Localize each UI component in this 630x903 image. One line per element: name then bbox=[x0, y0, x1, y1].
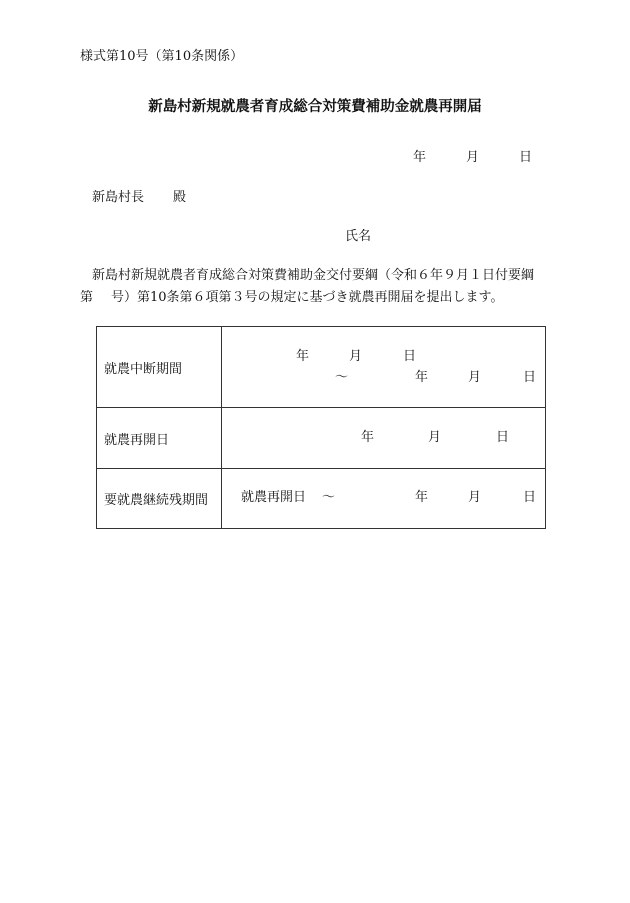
end-month-label: 月 bbox=[468, 370, 482, 385]
form-number: 様式第10号（第10条関係） bbox=[80, 49, 244, 64]
value-remaining-period bbox=[222, 469, 546, 529]
body-text-line-1: 新島村新規就農者育成総合対策費補助金交付要綱（令和６年９月１日付要綱 bbox=[92, 268, 535, 283]
start-year-label: 年 bbox=[296, 349, 310, 364]
table-row bbox=[97, 408, 546, 469]
addressee-name: 新島村長 bbox=[92, 190, 145, 205]
end-year-label: 年 bbox=[415, 370, 429, 385]
value-suspension-period bbox=[222, 327, 546, 408]
table-row bbox=[97, 469, 546, 529]
period-tilde: ～ bbox=[335, 370, 349, 385]
remaining-year-label: 年 bbox=[415, 490, 429, 505]
body-text-rest: 号）第10条第６項第３号の規定に基づき就農再開届を提出します。 bbox=[111, 290, 504, 305]
date-year-label: 年 bbox=[413, 150, 427, 165]
remaining-month-label: 月 bbox=[468, 490, 482, 505]
value-resumption-date bbox=[222, 408, 546, 469]
resume-year-label: 年 bbox=[361, 430, 375, 445]
end-day-label: 日 bbox=[523, 370, 537, 385]
addressee-honorific: 殿 bbox=[173, 190, 187, 205]
remaining-prefix: 就農再開日 bbox=[241, 490, 307, 505]
body-text-line-2 bbox=[80, 290, 504, 306]
resume-day-label: 日 bbox=[496, 430, 510, 445]
start-month-label: 月 bbox=[349, 349, 363, 364]
table-row bbox=[97, 327, 546, 408]
document-title: 新島村新規就農者育成総合対策費補助金就農再開届 bbox=[148, 98, 482, 115]
body-text-dai: 第 bbox=[80, 290, 94, 305]
date-month-label: 月 bbox=[466, 150, 480, 165]
resume-month-label: 月 bbox=[428, 430, 442, 445]
applicant-name-label: 氏名 bbox=[345, 229, 372, 244]
date-day-label: 日 bbox=[519, 150, 533, 165]
start-day-label: 日 bbox=[403, 349, 417, 364]
label-resumption-date: 就農再開日 bbox=[97, 408, 222, 469]
remaining-day-label: 日 bbox=[523, 490, 537, 505]
info-table bbox=[96, 326, 546, 529]
label-suspension-period: 就農中断期間 bbox=[97, 327, 222, 408]
label-remaining-period: 要就農継続残期間 bbox=[97, 469, 222, 529]
remaining-tilde: ～ bbox=[322, 490, 336, 505]
